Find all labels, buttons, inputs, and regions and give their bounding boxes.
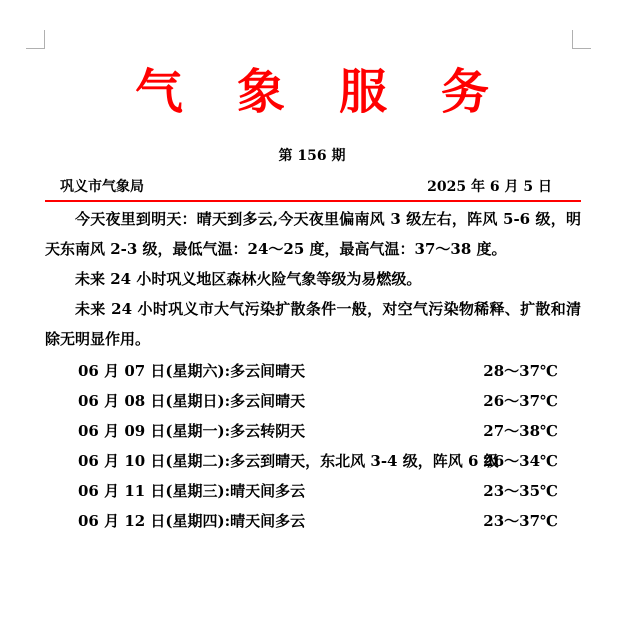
forecast-day: 06 月 08 日(星期日): [78, 392, 225, 410]
forecast-weather: 多云到晴天，东北风 3-4 级，阵风 6 级: [230, 452, 499, 470]
forest-fire-risk: 未来 24 小时巩义地区森林火险气象等级为易燃级。: [75, 270, 422, 288]
air-pollution-diffusion: 未来 24 小时巩义市大气污染扩散条件一般，对空气污染物稀释、扩散和清除无明显作用。: [45, 300, 581, 348]
forecast-day-weather: 06 月 09 日(星期一):多云转阴天: [78, 422, 306, 440]
bulletin-title: 气象服务: [134, 64, 543, 120]
header-divider: [45, 200, 581, 202]
forecast-row: [78, 416, 558, 446]
forecast-day-weather: 06 月 07 日(星期六):多云间晴天: [78, 362, 306, 380]
forecast-weather: 晴天间多云: [230, 482, 306, 500]
forecast-day-weather: 06 月 10 日(星期二):多云到晴天，东北风 3-4 级，阵风 6 级: [78, 452, 499, 470]
page-corner-mark-top-right: [572, 30, 591, 49]
issue-number: 第 156 期: [278, 148, 346, 164]
forecast-weather: 多云转阴天: [230, 422, 306, 440]
forecast-day: 06 月 12 日(星期四): [78, 512, 225, 530]
forecast-temperature: 26～34℃: [483, 452, 558, 470]
forecast-day: 06 月 10 日(星期二): [78, 452, 225, 470]
issue-date: 2025 年 6 月 5 日: [427, 179, 552, 195]
forecast-row: [78, 386, 558, 416]
forecast-weather: 晴天间多云: [230, 512, 306, 530]
forecast-day: 06 月 09 日(星期一): [78, 422, 225, 440]
forecast-temperature: 27～38℃: [483, 422, 558, 440]
forecast-temperature: 28～37℃: [483, 362, 558, 380]
forecast-row: [78, 356, 558, 386]
forecast-temperature: 23～35℃: [483, 482, 558, 500]
forecast-day-weather: 06 月 11 日(星期三):晴天间多云: [78, 482, 306, 500]
forecast-day: 06 月 11 日(星期三): [78, 482, 225, 500]
forecast-row: [78, 446, 558, 476]
forecast-temperature: 23～37℃: [483, 512, 558, 530]
extended-forecast-list: [78, 356, 558, 536]
tonight-tomorrow-forecast: 今天夜里到明天：晴天到多云,今天夜里偏南风 3 级左右，阵风 5-6 级，明天东南风 2-3 级，最低气温：24～25 度，最高气温：37～38 度。: [45, 210, 581, 258]
issuing-bureau: 巩义市气象局: [60, 179, 144, 195]
forecast-weather: 多云间晴天: [230, 362, 306, 380]
forecast-day: 06 月 07 日(星期六): [78, 362, 225, 380]
page-corner-mark-top-left: [26, 30, 45, 49]
forecast-row: [78, 476, 558, 506]
forecast-day-weather: 06 月 12 日(星期四):晴天间多云: [78, 512, 306, 530]
forecast-day-weather: 06 月 08 日(星期日):多云间晴天: [78, 392, 306, 410]
forecast-row: [78, 506, 558, 536]
forecast-temperature: 26～37℃: [483, 392, 558, 410]
forecast-weather: 多云间晴天: [230, 392, 306, 410]
